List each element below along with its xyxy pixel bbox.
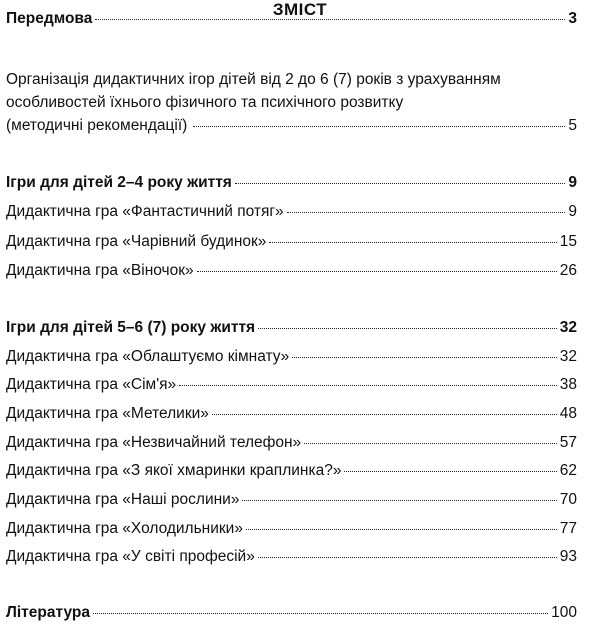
- toc-page-number: 3: [568, 10, 577, 27]
- toc-entry[interactable]: [6, 520, 577, 538]
- leader-dots: [258, 328, 557, 329]
- toc-section-heading-ages-2-4[interactable]: [6, 174, 577, 192]
- leader-dots: [179, 385, 557, 386]
- toc-entry-label: Дидактична гра «Чарівний будинок»: [6, 233, 267, 250]
- leader-dots: [242, 500, 556, 501]
- toc-entry-label: Ігри для дітей 2–4 року життя: [6, 174, 232, 191]
- toc-entry-methodology[interactable]: [6, 68, 581, 137]
- toc-entry-label: Дидактична гра «Наші рослини»: [6, 491, 240, 508]
- toc-page-number: 32: [559, 319, 577, 336]
- toc-page-number: 100: [551, 604, 577, 621]
- toc-entry[interactable]: [6, 348, 577, 366]
- toc-page-number: 62: [559, 462, 577, 479]
- toc-entry[interactable]: [6, 233, 577, 251]
- toc-entry-label: Передмова: [6, 10, 93, 27]
- leader-dots: [292, 357, 556, 358]
- toc-entry-label: Дидактична гра «Незвичайний телефон»: [6, 434, 302, 451]
- leader-dots: [258, 557, 557, 558]
- toc-entry-label-line-2: особливостей їхнього фізичного та психічного розвитку: [6, 94, 404, 111]
- toc-page-number: 93: [559, 548, 577, 565]
- leader-dots: [93, 613, 548, 614]
- leader-dots: [95, 19, 565, 20]
- leader-dots: [269, 242, 556, 243]
- toc-page-number: 57: [559, 434, 577, 451]
- toc-page-number: 32: [559, 348, 577, 365]
- page-title: ЗМІСТ: [272, 0, 328, 19]
- toc-entry[interactable]: [6, 262, 577, 280]
- toc-page-number: 38: [559, 376, 577, 393]
- toc-entry-label: Дидактична гра «Віночок»: [6, 262, 194, 279]
- leader-dots: [235, 183, 566, 184]
- toc-entry-label: Дидактична гра «Метелики»: [6, 405, 209, 422]
- toc-entry-label: Література: [6, 604, 90, 621]
- toc-entry-label-line-1: Організація дидактичних ігор дітей від 2 до 6 (7) років з урахуванням: [6, 71, 501, 88]
- toc-page-number: 9: [568, 203, 577, 220]
- toc-page-number: 15: [559, 233, 577, 250]
- toc-entry[interactable]: [6, 203, 577, 221]
- leader-dots: [287, 212, 566, 213]
- toc-entry-label: Дидактична гра «Облаштуємо кімнату»: [6, 348, 290, 365]
- toc-entry[interactable]: [6, 434, 577, 452]
- toc-entry[interactable]: [6, 548, 577, 566]
- leader-dots: [304, 443, 557, 444]
- toc-entry[interactable]: [6, 491, 577, 509]
- toc-entry-label: Дидактична гра «Фантастичний потяг»: [6, 203, 284, 220]
- toc-entry-literature[interactable]: [6, 604, 577, 622]
- toc-entry-label: Дидактична гра «Холодильники»: [6, 520, 243, 537]
- toc-entry-label: Ігри для дітей 5–6 (7) року життя: [6, 319, 256, 336]
- toc-section-heading-ages-5-6[interactable]: [6, 319, 577, 337]
- toc-page-number: 5: [568, 117, 577, 134]
- toc-entry-preface[interactable]: [6, 10, 577, 28]
- toc-entry[interactable]: [6, 405, 577, 423]
- toc-page-number: 9: [568, 174, 577, 191]
- leader-dots: [212, 414, 557, 415]
- toc-entry[interactable]: [6, 462, 577, 480]
- toc-page-number: 26: [559, 262, 577, 279]
- toc-page-number: 70: [559, 491, 577, 508]
- toc-entry-label: Дидактична гра «Сім'я»: [6, 376, 177, 393]
- toc-page-number: 48: [559, 405, 577, 422]
- leader-dots: [193, 126, 565, 127]
- toc-page-number: 77: [559, 520, 577, 537]
- toc-entry[interactable]: [6, 376, 577, 394]
- leader-dots: [344, 471, 556, 472]
- toc-entry-label-line-3: (методичні рекомендації): [6, 117, 188, 134]
- toc-entry-label: Дидактична гра «З якої хмаринки краплинка?»: [6, 462, 342, 479]
- leader-dots: [246, 529, 557, 530]
- leader-dots: [197, 271, 557, 272]
- toc-entry-label: Дидактична гра «У світі професій»: [6, 548, 255, 565]
